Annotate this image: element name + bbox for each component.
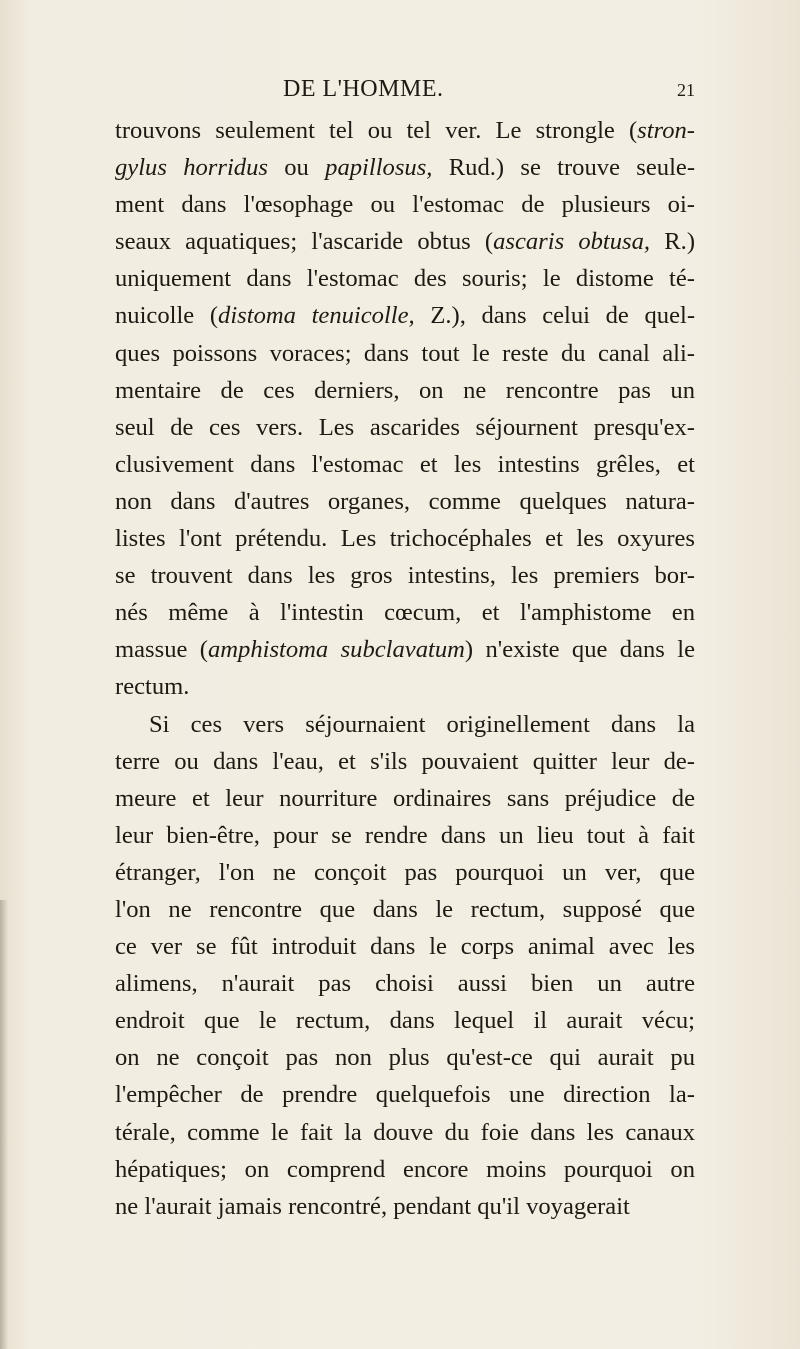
text-line [115,446,695,483]
text-line [115,1188,695,1225]
text-run: se trouvent dans les gros intestins, les premiers bor- [115,562,695,590]
text-run: hépatiques; on comprend encore moins pourquoi on [115,1155,695,1183]
text-run: l'empêcher de prendre quelquefois une direction la- [115,1081,695,1109]
text-run: non dans d'autres organes, comme quelques natura- [115,487,695,515]
text-line [115,557,695,594]
text-run: endroit que le rectum, dans lequel il aurait vécu; [115,1007,695,1035]
text-run: Si ces vers séjournaient originellement dans la [149,710,695,738]
text-line [115,631,695,668]
page-edge-shadow [0,900,8,1349]
text-run: ) n'existe que dans le [464,636,695,664]
text-run: uniquement dans l'estomac des souris; le distome té- [115,265,695,293]
text-line [115,112,695,149]
text-run: ne l'aurait jamais rencontré, pendant qu'il voyagerait [115,1192,630,1220]
paragraph [115,112,695,706]
page-number: 21 [677,80,695,100]
text-line [115,854,695,891]
italic-text: stron- [637,117,695,144]
text-run: seaux aquatiques; l'ascaride obtus ( [115,228,494,256]
text-run: nuicolle ( [115,302,219,330]
paragraph [115,706,695,1225]
text-line [115,1039,695,1076]
text-run: on ne conçoit pas non plus qu'est-ce qui aurait pu [115,1044,695,1072]
text-line [115,891,695,928]
text-line [115,372,695,409]
text-line [115,409,695,446]
text-line [115,149,695,186]
text-run: térale, comme le fait la douve du foie dans les canaux [115,1118,695,1146]
text-line [115,335,695,372]
text-line [115,223,695,260]
text-line [115,483,695,520]
italic-text: amphistoma subclavatum [207,636,465,664]
text-run: l'on ne rencontre que dans le rectum, supposé que [115,895,695,923]
italic-text: ascaris obtusa, [493,228,651,256]
text-run: R.) [650,228,696,256]
text-line [115,1114,695,1151]
text-line [115,297,695,334]
text-run: clusivement dans l'estomac et les intestins grêles, et [115,450,695,478]
italic-text: distoma tenuicolle, [218,302,415,330]
text-line [115,817,695,854]
text-line [115,186,695,223]
text-run: alimens, n'aurait pas choisi aussi bien un autre [115,970,695,998]
text-line [115,1151,695,1188]
body-text [115,112,695,1225]
text-run: terre ou dans l'eau, et s'ils pouvaient quitter leur de- [115,747,695,775]
text-line [115,260,695,297]
text-run: listes l'ont prétendu. Les trichocéphales et les oxyures [115,525,695,553]
text-run: rectum. [115,673,190,701]
text-run: massue ( [115,636,208,664]
italic-text: gylus horridus [115,154,268,182]
text-line [115,1076,695,1113]
text-line [115,706,695,743]
text-run: ce ver se fût introduit dans le corps animal avec les [115,933,695,961]
text-line [115,780,695,817]
text-run: mentaire de ces derniers, on ne rencontre pas un [115,376,695,404]
text-run: leur bien-être, pour se rendre dans un lieu tout à fait [115,821,695,849]
text-line [115,928,695,965]
text-run: ques poissons voraces; dans tout le reste du canal ali- [115,339,695,367]
text-run: ou [267,154,326,182]
running-head: DE L'HOMME. [283,76,444,102]
text-line [115,520,695,557]
text-line [115,1002,695,1039]
text-run: nés même à l'intestin cœcum, et l'amphistome en [115,599,695,627]
italic-text: papillosus, [325,154,433,182]
text-run: étranger, l'on ne conçoit pas pourquoi un ver, que [115,858,695,886]
text-run: Z.), dans celui de quel- [414,302,696,330]
page-header [115,76,695,106]
text-run: meure et leur nourriture ordinaires sans préjudice de [115,784,695,812]
text-line [115,743,695,780]
text-run: trouvons seulement tel ou tel ver. Le strongle ( [115,117,638,144]
text-run: Rud.) se trouve seule- [432,154,696,182]
text-line [115,668,695,705]
text-run: ment dans l'œsophage ou l'estomac de plusieurs oi- [115,191,695,219]
text-run: seul de ces vers. Les ascarides séjournent presqu'ex- [115,413,695,441]
text-line [115,965,695,1002]
text-line [115,594,695,631]
